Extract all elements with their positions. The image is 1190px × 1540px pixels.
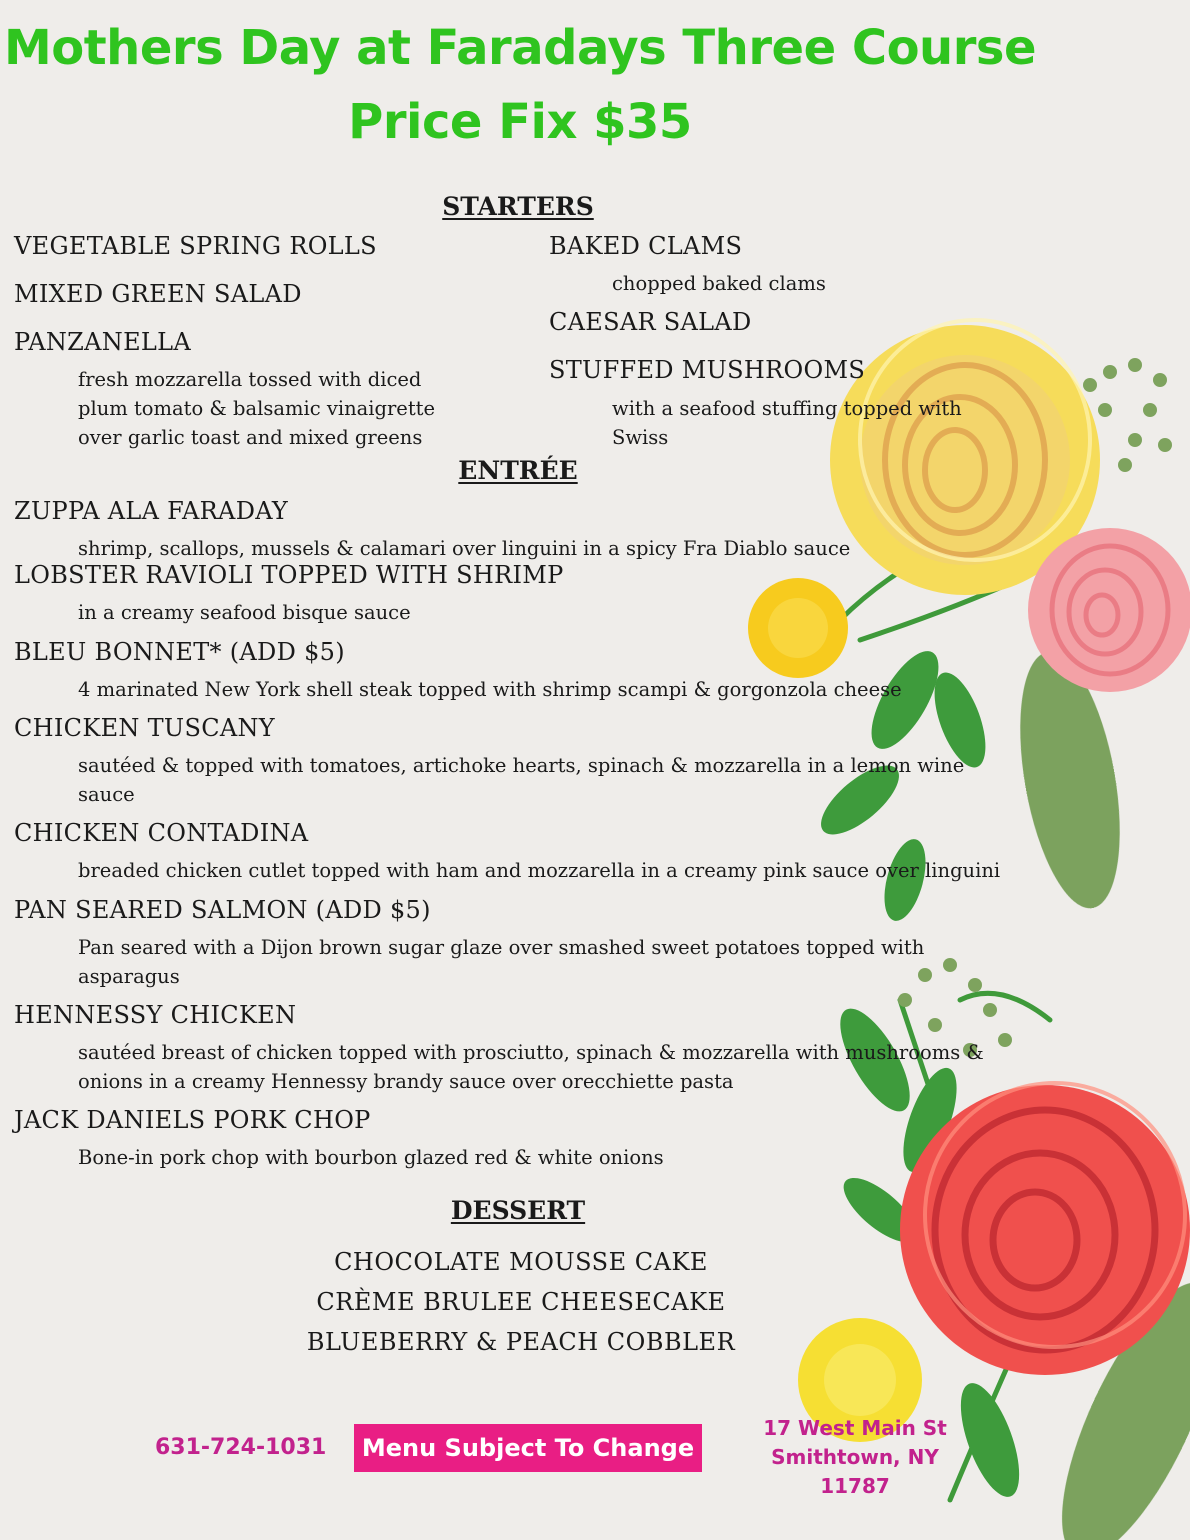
entree-item-name: ZUPPA ALA FARADAY	[14, 497, 289, 525]
starter-item-name: MIXED GREEN SALAD	[14, 280, 302, 308]
menu-title-line1: Mothers Day at Faradays Three Course	[3, 20, 1037, 76]
dessert-item: CRÈME BRULEE CHEESECAKE	[316, 1288, 726, 1316]
starter-item-desc: with a seafood stuffing topped with Swiss	[612, 397, 962, 449]
dessert-item: BLUEBERRY & PEACH COBBLER	[306, 1328, 736, 1356]
address	[735, 1414, 975, 1501]
dessert-item: CHOCOLATE MOUSSE CAKE	[334, 1248, 708, 1276]
entree-item-desc: 4 marinated New York shell steak topped with shrimp scampi & gorgonzola cheese	[78, 678, 902, 701]
starters-heading: STARTERS	[442, 192, 594, 221]
entree-heading: ENTRÉE	[458, 456, 578, 485]
starter-item-name: STUFFED MUSHROOMS	[549, 356, 866, 384]
starter-item-name: VEGETABLE SPRING ROLLS	[14, 232, 377, 260]
entree-item-desc: sautéed & topped with tomatoes, artichoke hearts, spinach & mozzarella in a lemon wine sauce	[78, 754, 965, 806]
entree-item-name: CHICKEN TUSCANY	[14, 714, 275, 742]
menu-change-notice: Menu Subject To Change	[354, 1424, 702, 1472]
entree-item-name: CHICKEN CONTADINA	[14, 819, 309, 847]
entree-item-desc: Pan seared with a Dijon brown sugar glaze over smashed sweet potatoes topped with asparagus	[78, 936, 925, 988]
entree-item-name: BLEU BONNET* (ADD $5)	[14, 638, 345, 666]
starter-item-name: PANZANELLA	[14, 328, 192, 356]
phone-number: 631-724-1031	[155, 1435, 327, 1460]
entree-item-name: LOBSTER RAVIOLI TOPPED WITH SHRIMP	[14, 561, 564, 589]
entree-item-desc: breaded chicken cutlet topped with ham and mozzarella in a creamy pink sauce over linguini	[78, 859, 1001, 882]
address-line2: Smithtown, NY 11787	[771, 1445, 939, 1498]
entree-item-desc: sautéed breast of chicken topped with prosciutto, spinach & mozzarella with mushrooms & onions in a creamy Hennessy brandy sauce over orecchiette pasta	[78, 1041, 984, 1093]
starter-item-desc: chopped baked clams	[612, 272, 826, 295]
dessert-heading: DESSERT	[450, 1196, 586, 1225]
entree-item-name: HENNESSY CHICKEN	[14, 1001, 297, 1029]
entree-item-name: PAN SEARED SALMON (ADD $5)	[14, 896, 431, 924]
entree-item-desc: Bone-in pork chop with bourbon glazed red & white onions	[78, 1146, 664, 1169]
starter-item-name: CAESAR SALAD	[549, 308, 752, 336]
entree-item-name: JACK DANIELS PORK CHOP	[14, 1106, 371, 1134]
entree-item-desc: shrimp, scallops, mussels & calamari over linguini in a spicy Fra Diablo sauce	[78, 537, 851, 560]
address-line1: 17 West Main St	[763, 1416, 947, 1440]
starter-item-name: BAKED CLAMS	[549, 232, 743, 260]
entree-item-desc: in a creamy seafood bisque sauce	[78, 601, 411, 624]
menu-title-line2: Price Fix $35	[348, 94, 692, 150]
starter-item-desc: fresh mozzarella tossed with diced plum tomato & balsamic vinaigrette over garlic toast and mixed greens	[78, 368, 436, 449]
